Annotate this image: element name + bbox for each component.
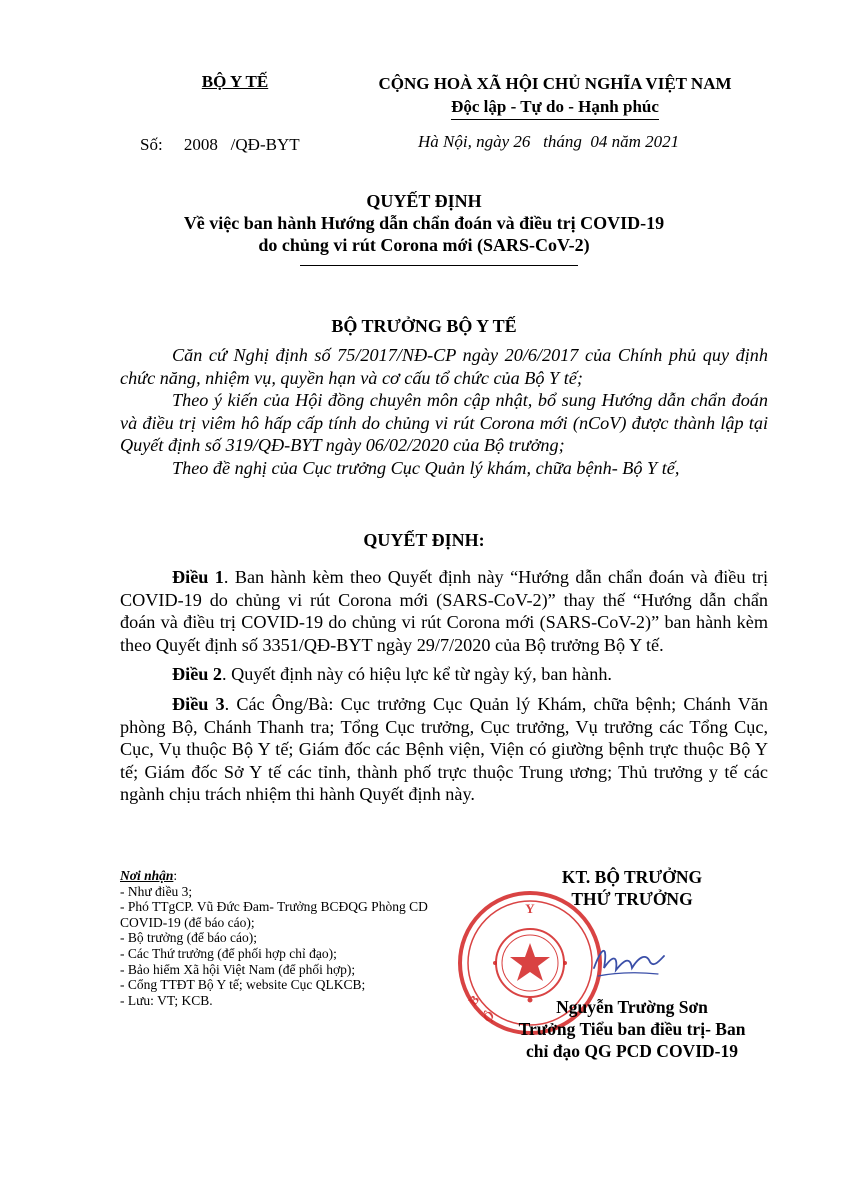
document-subject-line1: Về việc ban hành Hướng dẫn chẩn đoán và điều trị COVID-19 bbox=[183, 213, 665, 233]
articles bbox=[120, 566, 768, 813]
recipient-item: - Như điều 3; bbox=[120, 883, 193, 899]
issuing-authority: BỘ TRƯỞNG BỘ Y TẾ bbox=[331, 316, 517, 336]
signer-block bbox=[484, 996, 780, 1062]
handwritten-signature-icon bbox=[588, 938, 668, 984]
legal-grounds bbox=[120, 344, 768, 480]
document-title bbox=[90, 190, 758, 256]
recipient-item: - Phó TTgCP. Vũ Đức Đam- Trưởng BCĐQG Phòng CD COVID-19 (để báo cáo); bbox=[120, 899, 428, 930]
issue-date: Hà Nội, ngày 26 tháng 04 năm 2021 bbox=[418, 132, 680, 151]
signature-position: THỨ TRƯỞNG bbox=[571, 889, 693, 909]
national-title: CỘNG HOÀ XÃ HỘI CHỦ NGHĨA VIỆT NAM bbox=[378, 74, 732, 93]
recipient-item: - Bộ trưởng (để báo cáo); bbox=[120, 930, 258, 946]
recipients-heading: Nơi nhận: bbox=[120, 868, 178, 883]
article-3-text: . Các Ông/Bà: Cục trưởng Cục Quản lý Khám, chữa bệnh; Chánh Văn phòng Bộ, Chánh Thanh tra; Tổng Cục trưởng, Cục trưởng, Vụ trưởng các Tổng Cục, Cục, Vụ thuộc Bộ Y tế; Giám đốc các Bệnh viện, Viện có giường bệnh trực thuộc Bộ Y tế; Giám đốc Sở Y tế các tỉnh, thành phố trực thuộc Trung ương; Thủ trưởng y tế các ngành chịu trách nhiệm thi hành Quyết định này. bbox=[120, 693, 768, 805]
article-1-text: . Ban hành kèm theo Quyết định này “Hướng dẫn chẩn đoán và điều trị COVID-19 do chủng vi rút Corona mới (SARS-CoV-2)” thay thế “Hướng dẫn chẩn đoán và điều trị COVID-19 do chủng vi rút Corona mới (SARS-CoV-2)” ban hành kèm theo Quyết định số 3351/QĐ-BYT ngày 29/7/2020 của Bộ trưởng Bộ Y tế. bbox=[120, 567, 769, 655]
legal-ground-1: Căn cứ Nghị định số 75/2017/NĐ-CP ngày 20/6/2017 của Chính phủ quy định chức năng, nhiệm vụ, quyền hạn và cơ cấu tổ chức của Bộ Y tế; bbox=[120, 345, 768, 388]
legal-ground-3: Theo đề nghị của Cục trưởng Cục Quản lý khám, chữa bệnh- Bộ Y tế, bbox=[172, 457, 680, 478]
recipient-item: - Lưu: VT; KCB. bbox=[120, 992, 213, 1008]
signer-role-line2: chỉ đạo QG PCD COVID-19 bbox=[526, 1041, 738, 1061]
decision-heading: QUYẾT ĐỊNH: bbox=[363, 530, 485, 550]
national-header bbox=[355, 72, 755, 120]
svg-text:Y: Y bbox=[525, 901, 535, 916]
article-3-label: Điều 3 bbox=[172, 693, 225, 714]
legal-ground-2: Theo ý kiến của Hội đồng chuyên môn cập nhật, bổ sung Hướng dẫn chẩn đoán và điều trị viêm hô hấp cấp tính do chủng vi rút Corona mới (nCoV) được thành lập tại Quyết định số 319/QĐ-BYT ngày 06/02/2020 của Bộ trưởng; bbox=[120, 390, 768, 456]
signature-on-behalf: KT. BỘ TRƯỞNG bbox=[561, 867, 703, 887]
title-underline bbox=[300, 265, 578, 266]
article-2-label: Điều 2 bbox=[172, 664, 223, 685]
recipients-block bbox=[120, 868, 450, 1008]
issuing-agency: BỘ Y TẾ bbox=[201, 72, 269, 91]
document-number: Số: 2008 /QĐ-BYT bbox=[140, 135, 300, 154]
article-3 bbox=[120, 693, 768, 806]
article-1-label: Điều 1 bbox=[172, 567, 224, 587]
document-type: QUYẾT ĐỊNH bbox=[366, 191, 482, 211]
recipient-item: - Các Thứ trưởng (để phối hợp chỉ đạo); bbox=[120, 945, 337, 961]
recipient-item: - Cổng TTĐT Bộ Y tế; website Cục QLKCB; bbox=[120, 977, 366, 993]
svg-text:B: B bbox=[465, 991, 483, 1009]
article-2 bbox=[120, 663, 768, 686]
signature-title-block bbox=[500, 866, 764, 910]
recipient-item: - Bảo hiểm Xã hội Việt Nam (để phối hợp); bbox=[120, 961, 356, 977]
svg-text:Ộ: Ộ bbox=[479, 1007, 497, 1026]
article-2-text: . Quyết định này có hiệu lực kể từ ngày ký, ban hành. bbox=[222, 664, 612, 685]
signer-role-line1: Trưởng Tiểu ban điều trị- Ban bbox=[518, 1019, 746, 1039]
document-subject-line2: do chủng vi rút Corona mới (SARS-CoV-2) bbox=[258, 235, 590, 255]
national-motto: Độc lập - Tự do - Hạnh phúc bbox=[355, 95, 755, 120]
article-1 bbox=[120, 566, 768, 656]
signer-name: Nguyễn Trường Sơn bbox=[556, 997, 708, 1017]
